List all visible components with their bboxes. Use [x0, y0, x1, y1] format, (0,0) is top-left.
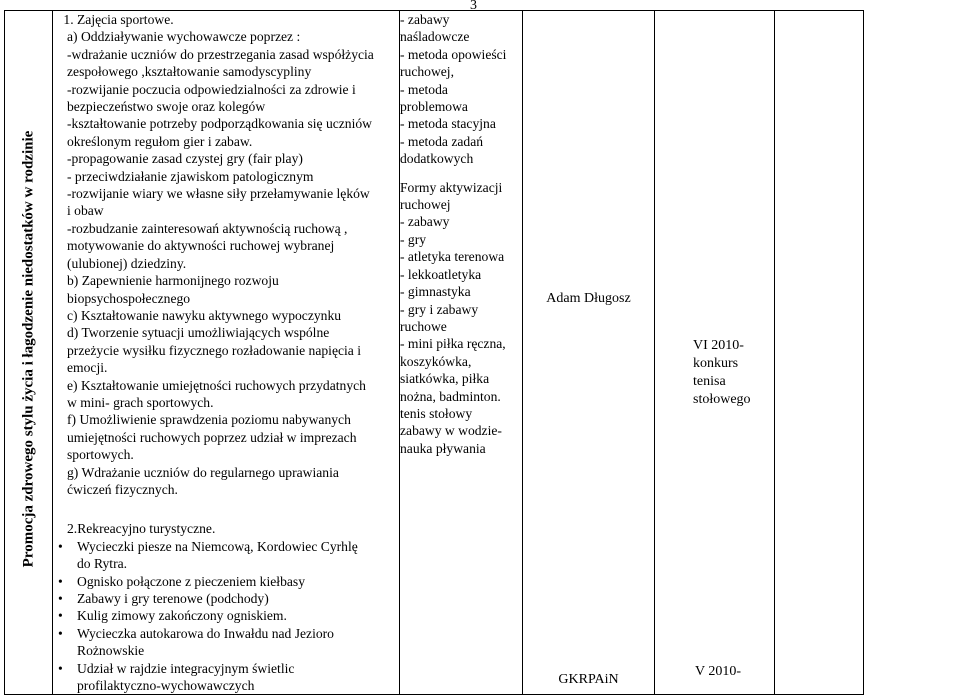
forms-list [400, 179, 522, 458]
text-line: bezpieczeństwo swoje oraz kolegów [67, 99, 266, 115]
text-line: ćwiczeń fizycznych. [67, 481, 178, 497]
notes-cell [775, 11, 864, 695]
method-line: naśladowcze [400, 29, 470, 45]
method-line: - metoda zadań [400, 133, 484, 149]
list-item [58, 660, 399, 695]
text-line: - przeciwdziałanie zjawiskom patologicznym [67, 168, 314, 184]
text-line: umiejętności ruchowych poprzez udział w imprezach [67, 429, 357, 445]
responsible-name: Adam Długosz [546, 291, 631, 306]
list-item-text: Zabawy i gry terenowe (podchody) [77, 591, 269, 606]
page-number: 3 [470, 0, 477, 13]
text-line: -rozwijanie wiary we własne siły przełamywanie lęków [67, 186, 370, 202]
bullet-icon: • [58, 573, 63, 589]
list-item-text: Ognisko połączone z pieczeniem kiełbasy [77, 573, 305, 589]
form-line: ruchowe [400, 318, 447, 334]
section1-list [53, 11, 399, 28]
term-text-2: V 2010- [695, 664, 742, 680]
text-line: b) Zapewnienie harmonijnego rozwoju [67, 273, 279, 289]
text-line: f) Umożliwienie sprawdzenia poziomu nabywanych [67, 412, 351, 428]
text-line: zespołowego ,kształtowanie samodyscypliny [67, 64, 312, 80]
form-line: nożna, badminton. [400, 388, 501, 404]
bullet-icon: • [58, 538, 63, 554]
method-line: ruchowej, [400, 64, 454, 80]
form-line: koszykówka, [400, 353, 472, 369]
activities-cell [53, 11, 400, 695]
section2-heading: 2.Rekreacyjno turystyczne. [67, 521, 216, 537]
text-line: c) Kształtowanie nawyku aktywnego wypoczynku [67, 307, 342, 323]
text-line: sportowych. [67, 447, 134, 463]
bullet-icon: • [58, 591, 63, 606]
section2-list [53, 538, 399, 695]
term-cell [655, 11, 775, 695]
form-line: - gry i zabawy [400, 301, 479, 317]
text-line: d) Tworzenie sytuacji umożliwiających wspólne [67, 325, 330, 341]
section1-body [53, 28, 399, 498]
form-line: tenis stołowy [400, 405, 473, 421]
form-line: zabawy w wodzie- [400, 423, 502, 439]
list-item-text: Rożnowskie [77, 643, 145, 659]
bullet-icon: • [58, 660, 63, 676]
activity-table [4, 10, 864, 695]
text-line: emocji. [67, 360, 108, 376]
text-line: -kształtowanie potrzeby podporządkowania się uczniów [67, 116, 372, 132]
text-line: przeżycie wysiłku fizycznego rozładowanie napięcia i [67, 342, 362, 358]
area-cell [5, 11, 53, 695]
text-line: -rozwijanie poczucia odpowiedzialności za zdrowie i [67, 81, 356, 97]
form-line: Formy aktywizacji [400, 179, 503, 195]
form-line: - mini piłka ręczna, [400, 336, 506, 352]
list-item-text: Wycieczka autokarowa do Inwałdu nad Jezioro [77, 625, 334, 641]
method-line: - metoda opowieści [400, 46, 507, 62]
methods-cell [400, 11, 523, 695]
term-line: tenisa [693, 374, 726, 389]
method-line: - zabawy [400, 12, 450, 27]
list-item [58, 625, 399, 660]
section1-heading: 1. Zajęcia sportowe. [77, 11, 399, 28]
text-line: i obaw [67, 203, 104, 219]
form-line: - lekkoatletyka [400, 266, 482, 282]
method-line: dodatkowych [400, 151, 474, 167]
bullet-icon: • [58, 608, 63, 624]
text-line: (ulubionej) dziedziny. [67, 255, 187, 271]
form-line: nauka pływania [400, 440, 486, 456]
list-item-text: Wycieczki piesze na Niemcową, Kordowiec Cyrhlę [77, 538, 358, 554]
responsible-org: GKRPAiN [558, 672, 619, 688]
list-item [58, 538, 399, 573]
form-line: - gimnastyka [400, 284, 471, 300]
bullet-icon: • [58, 625, 63, 641]
text-line: -wdrażanie uczniów do przestrzegania zasad współżycia [67, 46, 374, 62]
form-line: - atletyka terenowa [400, 249, 505, 265]
text-line: biopsychospołecznego [67, 290, 191, 306]
term-line: konkurs [693, 356, 739, 371]
text-line: w mini- grach sportowych. [67, 394, 214, 410]
method-line: - metoda [400, 81, 448, 97]
list-item-text: do Rytra. [77, 556, 128, 572]
form-line: siatkówka, piłka [400, 371, 490, 387]
form-line: - zabawy [400, 214, 450, 230]
text-line: -rozbudzanie zainteresowań aktywnością ruchową , [67, 220, 348, 236]
text-line: g) Wdrażanie uczniów do regularnego uprawiania [67, 464, 339, 480]
method-line: problemowa [400, 99, 468, 115]
text-line: określonym regułom gier i zabaw. [67, 133, 253, 149]
text-line: a) Oddziaływanie wychowawcze poprzez : [67, 29, 301, 45]
method-line: - metoda stacyjna [400, 116, 496, 132]
term-text [693, 337, 751, 409]
list-item-text: Kulig zimowy zakończony ogniskiem. [77, 608, 287, 624]
form-line: - gry [400, 231, 427, 247]
text-line: e) Kształtowanie umiejętności ruchowych przydatnych [67, 377, 366, 393]
text-line: -propagowanie zasad czystej gry (fair play) [67, 151, 303, 167]
term-line: stołowego [693, 392, 751, 407]
methods-list [400, 11, 522, 168]
form-line: ruchowej [400, 197, 451, 213]
text-line: motywowanie do aktywności ruchowej wybranej [67, 238, 335, 254]
table-row [5, 11, 864, 695]
list-item [58, 590, 399, 607]
list-item-text: Udział w rajdzie integracyjnym świetlic [77, 660, 295, 676]
list-item [58, 607, 399, 624]
term-line: VI 2010- [693, 338, 744, 353]
list-item-text: profilaktyczno-wychowawczych [77, 678, 255, 694]
responsible-cell [523, 11, 655, 695]
list-item [58, 573, 399, 590]
vertical-title: Promocja zdrowego stylu życia i łagodzenie niedostatków w rodzinie [20, 130, 36, 568]
